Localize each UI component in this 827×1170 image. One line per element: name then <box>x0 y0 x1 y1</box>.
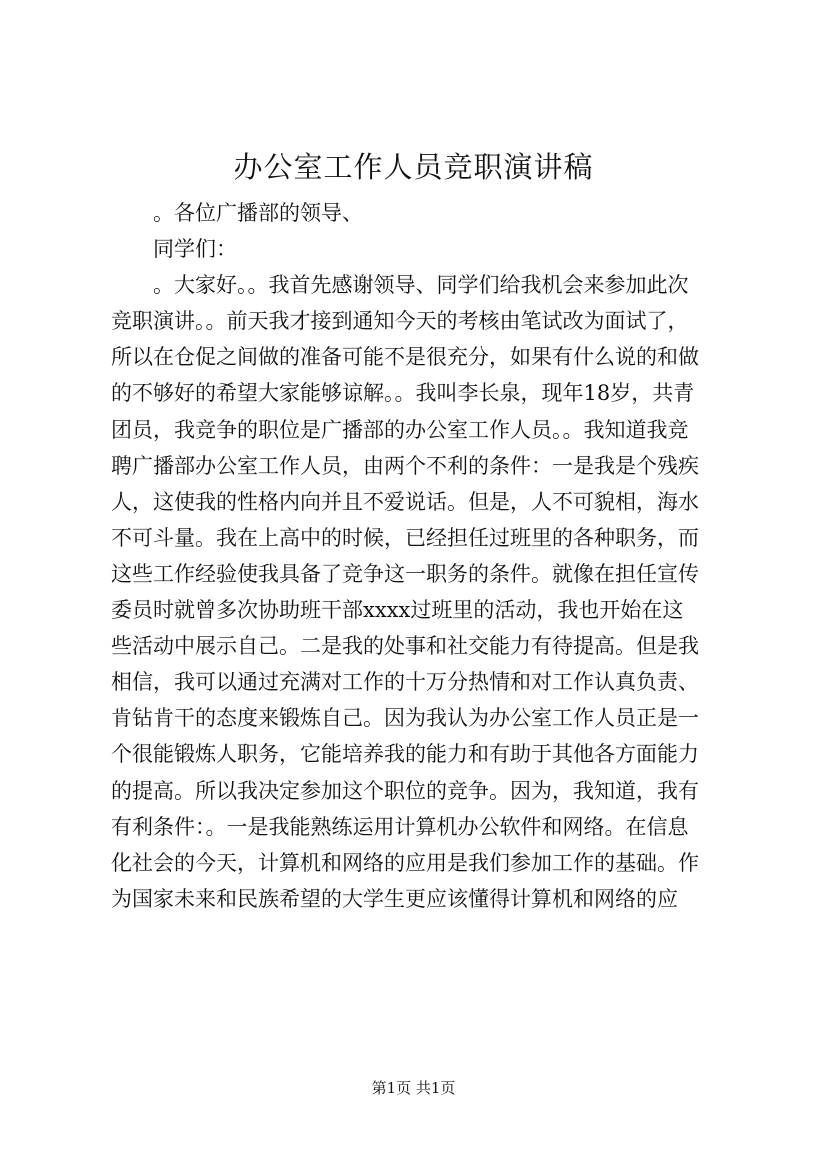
body-line: 这些工作经验使我具备了竞争这一职务的条件。就像在担任宣传 <box>111 561 699 586</box>
body-line: 聘广播部办公室工作人员，由两个不利的条件：一是我是个残疾 <box>111 453 699 478</box>
page-number-footer: 第1页 共1页 <box>371 1079 456 1097</box>
body-line: 相信，我可以通过充满对工作的十万分热情和对工作认真负责、 <box>111 670 699 695</box>
body-line: 有利条件：。一是我能熟练运用计算机办公软件和网络。在信息 <box>111 814 689 839</box>
body-line: 。各位广播部的领导、 <box>153 201 363 225</box>
body-line: 同学们： <box>153 237 237 262</box>
body-line: 肯钻肯干的态度来锻炼自己。因为我认为办公室工作人员正是一 <box>111 706 699 731</box>
body-line: 些活动中展示自己。二是我的处事和社交能力有待提高。但是我 <box>111 634 699 659</box>
body-line: 委员时就曾多次协助班干部xxxx过班里的活动，我也开始在这 <box>111 598 684 623</box>
body-line: 的提高。所以我决定参加这个职位的竞争。因为，我知道，我有 <box>111 778 699 803</box>
body-line: 为国家未来和民族希望的大学生更应该懂得计算机和网络的应 <box>111 886 678 911</box>
body-line: 所以在仓促之间做的准备可能不是很充分，如果有什么说的和做 <box>111 345 699 370</box>
body-line: 团员，我竞争的职位是广播部的办公室工作人员。。我知道我竞 <box>111 417 689 442</box>
body-line: 不可斗量。我在上高中的时候，已经担任过班里的各种职务，而 <box>111 525 699 550</box>
body-line: 的不够好的希望大家能够谅解。。我叫李长泉，现年18岁，共青 <box>111 381 695 406</box>
body-line: 。大家好。。我首先感谢领导、同学们给我机会来参加此次 <box>153 273 689 298</box>
body-line: 个很能锻炼人职务，它能培养我的能力和有助于其他各方面能力 <box>111 742 699 767</box>
body-line: 人，这使我的性格内向并且不爱说话。但是，人不可貌相，海水 <box>111 489 699 514</box>
body-line: 竞职演讲。。前天我才接到通知今天的考核由笔试改为面试了， <box>111 309 689 334</box>
document-body <box>111 195 751 917</box>
body-line: 化社会的今天，计算机和网络的应用是我们参加工作的基础。作 <box>111 850 699 875</box>
document-title: 办公室工作人员竞职演讲稿 <box>233 150 594 184</box>
